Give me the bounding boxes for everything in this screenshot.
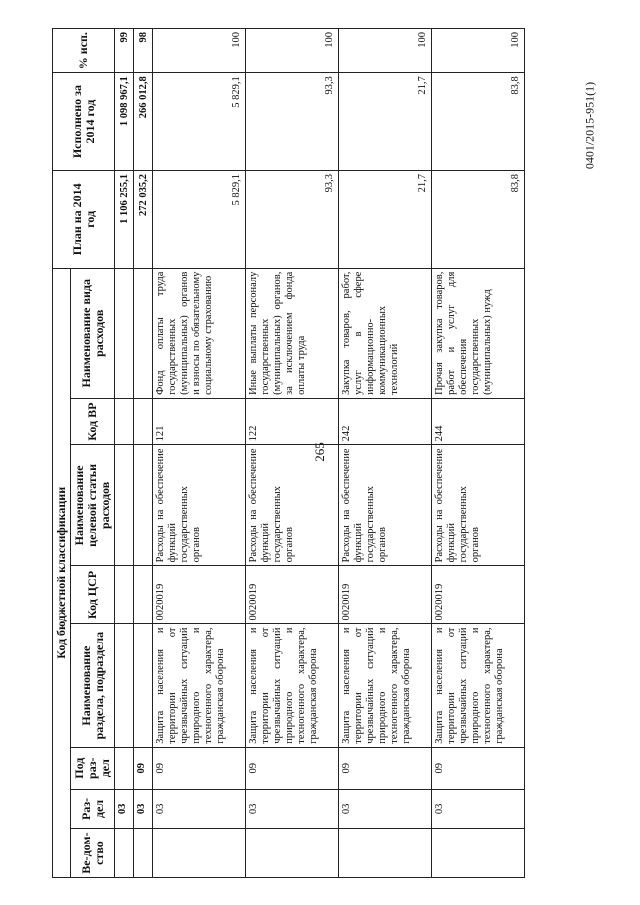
cell-name-razdel: Защита населения и территории от чрезвычайных ситуаций природного и техногенного характера, гражданская оборона <box>246 624 339 747</box>
cell-podrazdel <box>115 747 134 789</box>
cell-name-csr <box>134 445 153 566</box>
cell-vr: 242 <box>339 398 432 445</box>
header-name-csr: Наименование целевой статьи расходов <box>71 445 115 566</box>
cell-plan: 83,8 <box>432 170 525 268</box>
cell-vr <box>134 398 153 445</box>
cell-podrazdel: 09 <box>153 747 246 789</box>
table-row <box>134 29 153 878</box>
cell-ved <box>115 829 134 878</box>
cell-name-razdel <box>134 624 153 747</box>
page-number: 265 <box>312 442 327 462</box>
cell-razdel: 03 <box>115 789 134 829</box>
cell-pct: 98 <box>134 29 153 73</box>
cell-name-razdel <box>115 624 134 747</box>
cell-name-csr: Расходы на обеспечение функций государственных органов <box>246 445 339 566</box>
cell-name-vr: Прочая закупка товаров, работ и услуг для обеспечения государственных (муниципальных) нужд <box>432 268 525 398</box>
budget-table-rotated <box>52 28 592 878</box>
cell-name-vr <box>115 268 134 398</box>
header-fact: Исполнено за 2014 год <box>53 73 115 171</box>
cell-csr: 0020019 <box>153 566 246 624</box>
cell-fact: 266 012,8 <box>134 73 153 171</box>
cell-csr: 0020019 <box>246 566 339 624</box>
cell-pct: 99 <box>115 29 134 73</box>
table-row <box>115 29 134 878</box>
table-row <box>339 29 432 878</box>
document-code: 0401/2015-951(1) <box>582 81 597 170</box>
cell-plan: 1 106 255,1 <box>115 170 134 268</box>
header-podrazdel: Под раз-дел <box>71 747 115 789</box>
cell-csr: 0020019 <box>432 566 525 624</box>
cell-vr <box>115 398 134 445</box>
cell-pct: 100 <box>153 29 246 73</box>
cell-csr: 0020019 <box>339 566 432 624</box>
cell-name-csr: Расходы на обеспечение функций государственных органов <box>153 445 246 566</box>
table-row <box>153 29 246 878</box>
cell-podrazdel: 09 <box>432 747 525 789</box>
cell-plan: 272 035,2 <box>134 170 153 268</box>
cell-name-csr <box>115 445 134 566</box>
cell-csr <box>115 566 134 624</box>
cell-csr <box>134 566 153 624</box>
cell-fact: 83,8 <box>432 73 525 171</box>
header-csr: Код ЦСР <box>71 566 115 624</box>
cell-name-razdel: Защита населения и территории от чрезвычайных ситуаций природного и техногенного характера, гражданская оборона <box>339 624 432 747</box>
header-vr: Код ВР <box>71 398 115 445</box>
cell-name-vr: Закупка товаров, работ, услуг в сфере информационно-коммуникационных технологий <box>339 268 432 398</box>
cell-pct: 100 <box>339 29 432 73</box>
cell-fact: 5 829,1 <box>153 73 246 171</box>
cell-ved <box>246 829 339 878</box>
header-group: Код бюджетной классификации <box>53 268 71 877</box>
cell-podrazdel: 09 <box>339 747 432 789</box>
cell-vr: 122 <box>246 398 339 445</box>
cell-name-vr: Фонд оплаты труда государственных (муниципальных) органов и взносы по обязательному социальному страхованию <box>153 268 246 398</box>
cell-pct: 100 <box>432 29 525 73</box>
cell-name-razdel: Защита населения и территории от чрезвычайных ситуаций природного и техногенного характера, гражданская оборона <box>432 624 525 747</box>
cell-podrazdel: 09 <box>246 747 339 789</box>
cell-plan: 93,3 <box>246 170 339 268</box>
cell-ved <box>153 829 246 878</box>
cell-razdel: 03 <box>339 789 432 829</box>
cell-razdel: 03 <box>432 789 525 829</box>
cell-pct: 100 <box>246 29 339 73</box>
cell-fact: 1 098 967,1 <box>115 73 134 171</box>
cell-ved <box>339 829 432 878</box>
header-plan: План на 2014 год <box>53 170 115 268</box>
budget-table <box>52 28 525 878</box>
header-name-razdel: Наименование раздела, подраздела <box>71 624 115 747</box>
header-name-vr: Наименование вида расходов <box>71 268 115 398</box>
cell-vr: 121 <box>153 398 246 445</box>
cell-podrazdel: 09 <box>134 747 153 789</box>
budget-table-container <box>52 28 592 878</box>
cell-plan: 5 829,1 <box>153 170 246 268</box>
cell-name-csr: Расходы на обеспечение функций государственных органов <box>432 445 525 566</box>
budget-table-body <box>115 29 525 878</box>
cell-fact: 21,7 <box>339 73 432 171</box>
table-row <box>246 29 339 878</box>
table-row <box>432 29 525 878</box>
cell-vr: 244 <box>432 398 525 445</box>
cell-name-vr: Иные выплаты персоналу государственных (муниципальных) органов, за исключением фонда оплаты труда <box>246 268 339 398</box>
cell-ved <box>432 829 525 878</box>
header-pct: % исп. <box>53 29 115 73</box>
cell-fact: 93,3 <box>246 73 339 171</box>
cell-razdel: 03 <box>134 789 153 829</box>
cell-name-csr: Расходы на обеспечение функций государственных органов <box>339 445 432 566</box>
cell-razdel: 03 <box>153 789 246 829</box>
cell-razdel: 03 <box>246 789 339 829</box>
header-razdel: Раз-дел <box>71 789 115 829</box>
cell-ved <box>134 829 153 878</box>
cell-name-vr <box>134 268 153 398</box>
cell-name-razdel: Защита населения и территории от чрезвычайных ситуаций природного и техногенного характера, гражданская оборона <box>153 624 246 747</box>
cell-plan: 21,7 <box>339 170 432 268</box>
header-ved: Ве-дом-ство <box>71 829 115 878</box>
